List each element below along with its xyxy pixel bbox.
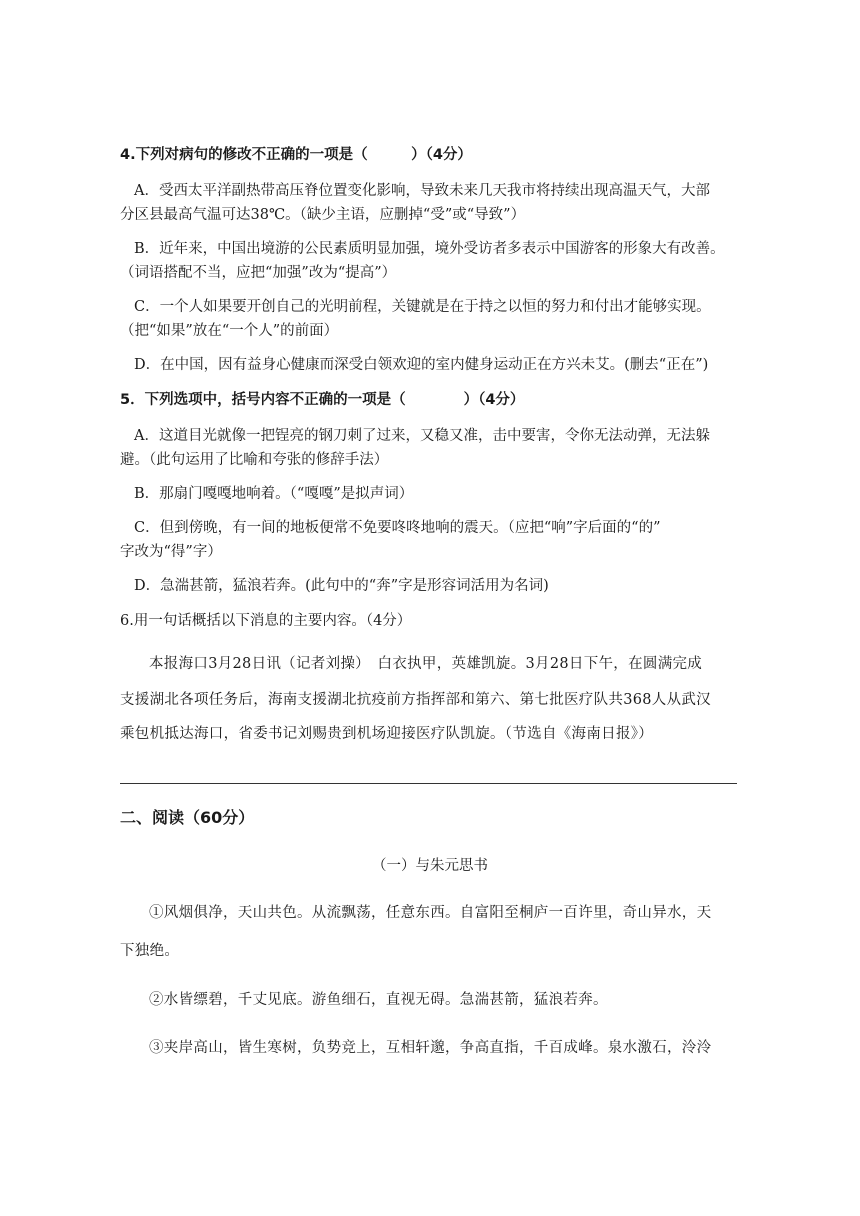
q4-option-b-line1: B．近年来，中国出境游的公民素质明显加强，境外受访者多表示中国游客的形象大有改善。 [134,241,725,257]
q4-option-c-line2: （把“如果”放在“一个人”的前面） [120,323,339,339]
passage-para1-line1: ①风烟俱净，天山共色。从流飘荡，任意东西。自富阳至桐庐一百许里，奇山异水，天 [149,905,712,921]
q4-option-b-line2: （词语搭配不当，应把“加强”改为“提高”） [120,265,397,281]
passage-para3-line1: ③夹岸高山，皆生寒树，负势竞上，互相轩邈，争高直指，千百成峰。泉水激石，泠泠 [149,1040,712,1056]
passage-para2: ②水皆缥碧，千丈见底。游鱼细石，直视无碍。急湍甚箭，猛浪若奔。 [149,992,608,1008]
q5-stem: 5．下列选项中，括号内容不正确的一项是（ ）（4分） [120,392,525,408]
q5-option-c-line2: 字改为“得”字） [120,544,222,560]
q6-news-line3: 乘包机抵达海口，省委书记刘赐贵到机场迎接医疗队凯旋。（节选自《海南日报》） [120,726,654,742]
q5-option-c-line1: C．但到傍晚，有一间的地板便常不免要咚咚地响的震天。（应把“响”字后面的“的” [134,520,661,536]
section-title: 二、阅读（60分） [120,808,255,827]
q5-option-a-line2: 避。（此句运用了比喻和夸张的修辞手法） [120,452,389,468]
section-divider [120,783,737,784]
q4-option-d-line1: D．在中国，因有益身心健康而深受白领欢迎的室内健身运动正在方兴未艾。(删去“正在”) [134,357,709,373]
q4-option-a-line2: 分区县最高气温可达38℃。（缺少主语，应删掉“受”或“导致”） [120,207,526,223]
q6-news-line1: 本报海口3月28日讯（记者刘操） 白衣执甲，英雄凯旋。3月28日下午，在圆满完成 [149,656,703,672]
passage-para1-line2: 下独绝。 [120,943,180,959]
q4-option-a-line1: A．受西太平洋副热带高压脊位置变化影响，导致未来几天我市将持续出现高温天气，大部 [134,183,710,199]
q4-option-c-line1: C．一个人如果要开创自己的光明前程，关键就是在于持之以恒的努力和付出才能够实现。 [134,299,711,315]
q5-option-a-line1: A．这道目光就像一把锃亮的钢刀刺了过来，又稳又准，击中要害，令你无法动弹，无法躲 [134,428,710,444]
q6-stem: 6.用一句话概括以下消息的主要内容。（4分） [120,613,412,629]
q5-option-d-line1: D．急湍甚箭，猛浪若奔。(此句中的“奔”字是形容词活用为名词) [134,578,549,594]
q4-stem: 4.下列对病句的修改不正确的一项是（ ）（4分） [120,147,472,163]
passage-title: （一）与朱元思书 [372,858,488,874]
q6-news-line2: 支援湖北各项任务后，海南支援湖北抗疫前方指挥部和第六、第七批医疗队共368人从武汉 [120,692,711,708]
q5-option-b-line1: B．那扇门嘎嘎地响着。（“嘎嘎”是拟声词） [134,486,414,502]
